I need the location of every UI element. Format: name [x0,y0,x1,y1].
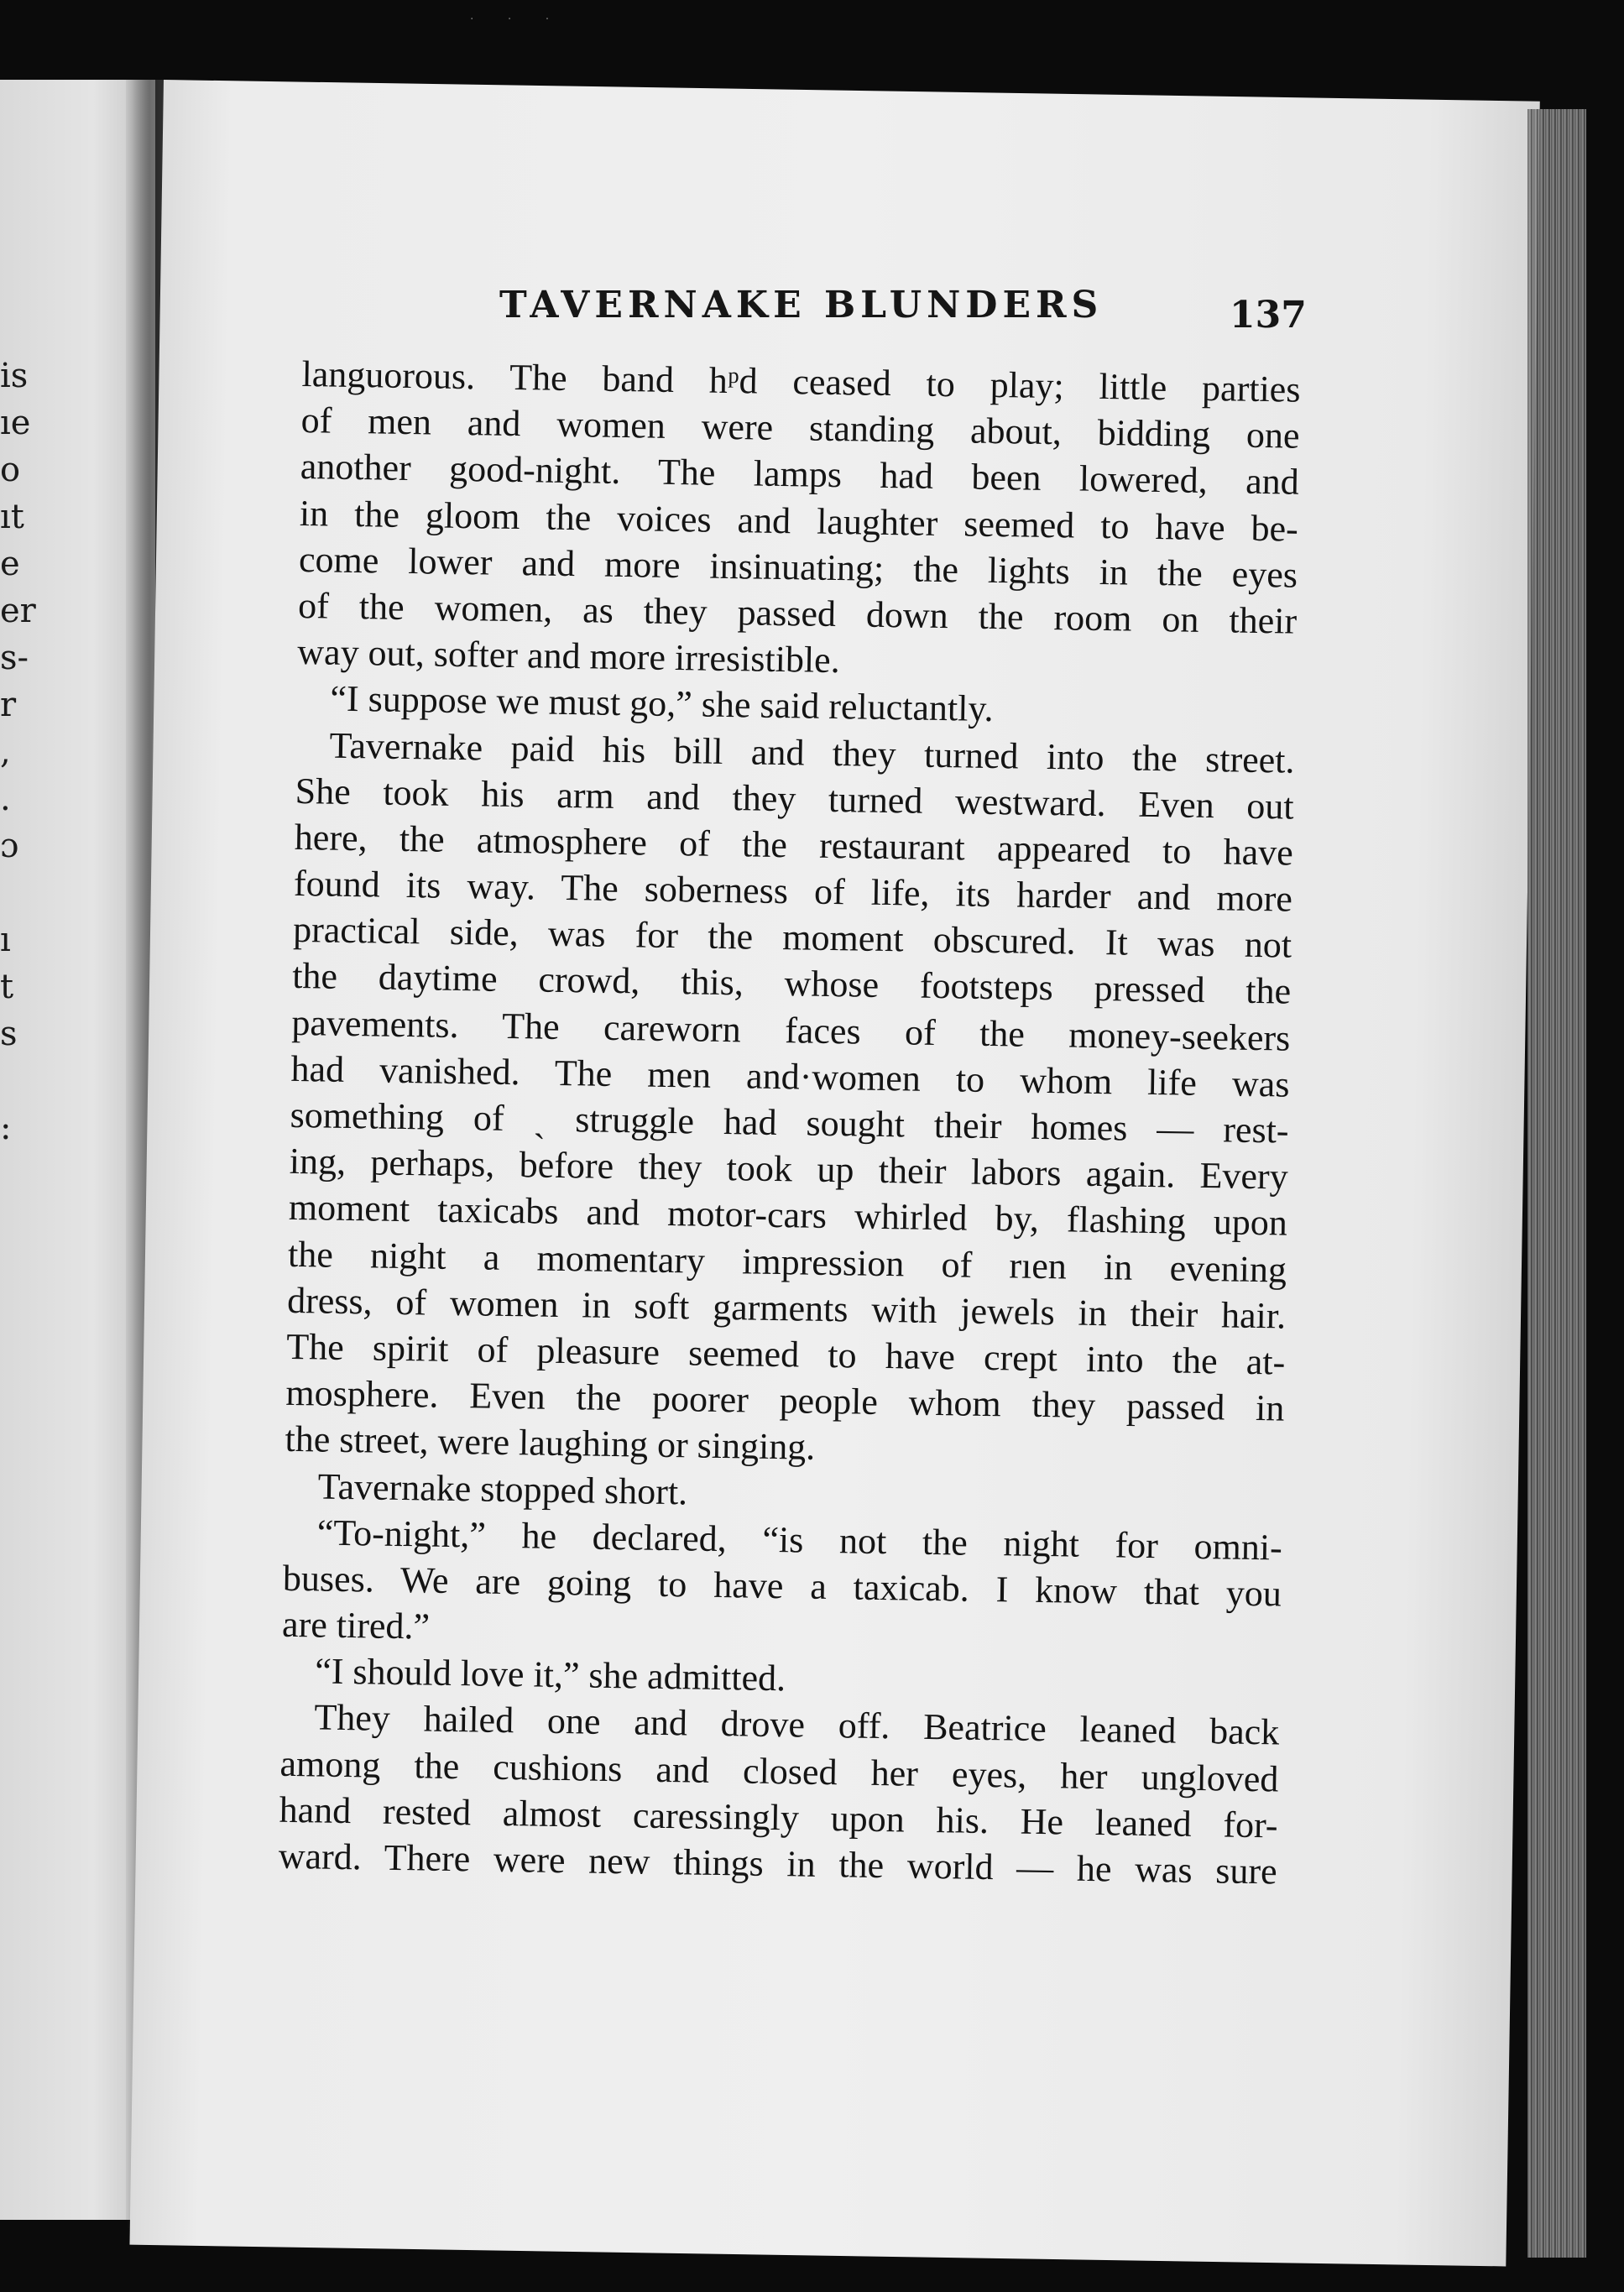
previous-page-fragment: ɔ [0,827,19,865]
text-line: mosphere. Even the poorer people whom they passed in [285,1371,1285,1429]
text-line: The spirit of pleasure seemed to have crept into the at- [285,1325,1286,1383]
text-line: something of ˎ struggle had sought their homes — rest- [290,1094,1289,1151]
text-line: She took his arm and they turned westward. Even out [295,770,1295,828]
page-edge-stack [1527,109,1586,2258]
text-line: of men and women were standing about, bidding one [300,399,1300,457]
text-line: Tavernake stopped short. [317,1464,688,1512]
text-line: “To-night,” he declared, “is not the night for omni- [316,1511,1283,1569]
text-line: found its way. The soberness of life, its harder and more [293,862,1293,920]
text-line: “I should love it,” she admitted. [314,1650,786,1699]
previous-page-fragment: e [0,545,20,583]
previous-page-fragment: r [0,686,17,724]
text-line: in the gloom the voices and laughter seemed to have be- [299,492,1299,550]
previous-page-text-fragments [0,352,50,1198]
previous-page-fragment: , [0,733,11,771]
text-line: among the cushions and closed her eyes, her ungloved [279,1742,1279,1800]
previous-page-fragment: t [0,968,14,1006]
text-line: here, the atmosphere of the restaurant appeared to have [294,816,1294,874]
text-line: had vanished. The men and·women to whom life was [290,1047,1290,1105]
text-line: way out, softer and more irresistible. [296,631,841,681]
text-line: of the women, as they passed down the room on their [297,584,1298,642]
previous-page-fragment: o [0,451,21,489]
previous-page-fragment: er [0,592,36,630]
previous-page-fragment: ı [0,921,11,959]
text-line: dress, of women in soft garments with jewels in their hair. [286,1279,1287,1337]
text-line: moment taxicabs and motor-cars whirled by, flashing upon [288,1187,1288,1244]
previous-page-fragment: ıt [0,498,24,536]
previous-page-fragment: s [0,1015,18,1053]
previous-page-fragment [0,1151,50,1198]
text-line: come lower and more insinuating; the lights in the eyes [298,538,1298,596]
text-line: Tavernake paid his bill and they turned into the street. [329,724,1295,781]
text-line: ward. There were new things in the world — he was sure [278,1835,1278,1893]
running-head: TAVERNAKE BLUNDERS [499,284,1104,326]
previous-page-fragment [0,869,50,916]
page-number: 137 [1230,294,1307,337]
scan-specks: · · · [470,13,565,26]
text-line: are tired.” [281,1603,431,1647]
text-line: the daytime crowd, this, whose footsteps pressed the [291,955,1292,1013]
text-line: hand rested almost caressingly upon his. He leaned for- [279,1788,1278,1846]
text-line: the night a momentary impression of rıen in evening [287,1233,1287,1291]
text-line: the street, were laughing or singing. [285,1418,816,1469]
previous-page-fragment: : [0,1109,12,1147]
previous-page-fragment: s- [0,639,29,677]
body-text [278,351,1300,1895]
text-line: languorous. The band hᵖd ceased to play; little parties [301,352,1301,410]
previous-page-fragment: is [0,357,29,395]
text-line: pavements. The careworn faces of the money-seekers [291,1001,1291,1059]
text-line: “I suppose we must go,” she said reluctantly. [330,677,994,730]
text-line: another good-night. The lamps had been lowered, and [300,446,1300,504]
text-line: They hailed one and drove off. Beatrice leaned back [314,1696,1280,1753]
previous-page-fragment [0,1057,50,1104]
previous-page-fragment: . [0,780,11,818]
text-line: ing, perhaps, before they took up their labors again. Every [289,1141,1289,1198]
text-line: buses. We are going to have a taxicab. I know that you [282,1557,1282,1615]
text-line: practical side, was for the moment obscured. It was not [292,909,1292,966]
previous-page-fragment: ıe [0,404,31,442]
